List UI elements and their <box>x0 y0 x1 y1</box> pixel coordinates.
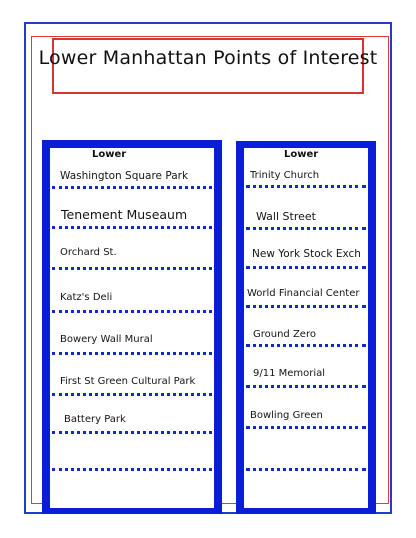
left-item-dotted-line <box>52 267 212 270</box>
right-column <box>236 141 376 514</box>
left-item-label: Katz's Deli <box>60 292 113 303</box>
left-item-dotted-line <box>52 468 212 471</box>
right-item-label: Wall Street <box>256 210 316 223</box>
left-item-label: Tenement Museaum <box>61 207 188 222</box>
right-item-label: Bowling Green <box>250 410 323 421</box>
right-item-label: Ground Zero <box>253 329 316 340</box>
left-item-label: Washington Square Park <box>60 170 189 182</box>
right-item-dotted-line <box>246 426 366 429</box>
right-item-label: World Financial Center <box>247 288 360 299</box>
left-column <box>42 140 222 514</box>
right-item-dotted-line <box>246 266 366 269</box>
right-item-dotted-line <box>246 227 366 230</box>
left-item-label: Bowery Wall Mural <box>60 334 153 345</box>
right-item-label: Trinity Church <box>250 170 320 181</box>
left-item-dotted-line <box>52 431 212 434</box>
left-item-dotted-line <box>52 226 212 229</box>
right-item-dotted-line <box>246 305 366 308</box>
left-column-header: Lower <box>92 149 127 160</box>
left-item-dotted-line <box>52 393 212 396</box>
page-title: Lower Manhattan Points of Interest <box>38 47 378 69</box>
right-item-label: 9/11 Memorial <box>253 368 326 379</box>
left-item-dotted-line <box>52 310 212 313</box>
left-column-panel <box>50 148 214 508</box>
right-item-dotted-line <box>246 385 366 388</box>
right-item-dotted-line <box>246 468 366 471</box>
right-column-panel <box>244 148 368 508</box>
left-item-dotted-line <box>52 186 212 189</box>
left-item-label: Orchard St. <box>60 247 117 258</box>
left-item-label: First St Green Cultural Park <box>60 376 196 387</box>
left-item-label: Battery Park <box>64 414 126 425</box>
right-item-label: New York Stock Exch <box>252 248 361 260</box>
title-box <box>38 38 378 94</box>
left-item-dotted-line <box>52 352 212 355</box>
right-item-dotted-line <box>246 185 366 188</box>
right-column-header: Lower <box>284 149 319 160</box>
right-item-dotted-line <box>246 344 366 347</box>
